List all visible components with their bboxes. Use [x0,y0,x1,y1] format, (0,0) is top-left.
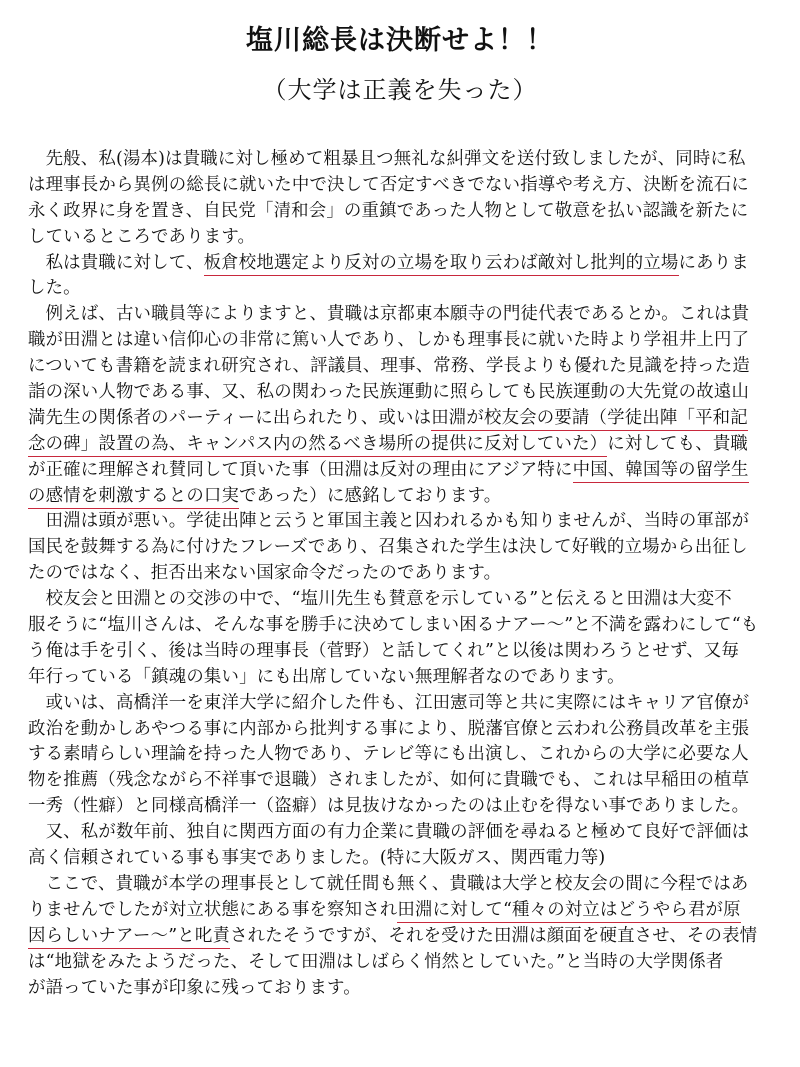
text-segment: が語っていた事が印象に残っております。 [28,977,361,998]
text-line [28,846,788,872]
text-segment: 例えば、古い職員等によりますと、貴職は京都東本願寺の門徒代表であるとか。これは貴 [28,304,750,325]
text-segment: されたそうですが、それを受けた田淵は顔面を硬直させ、その表情 [230,925,758,946]
text-line [28,872,788,898]
text-line [28,561,788,587]
text-segment: した。 [28,278,81,299]
text-segment: 先般、私(湯本)は貴職に対し極めて粗暴且つ無礼な糾弾文を送付致しましたが、同時に私 [28,149,746,169]
text-segment: 年行っている「鎮魂の集い」にも出席していない無理解者なのであります。 [28,666,625,687]
text-segment: 田淵は頭が悪い。学徒出陣と云うと軍国主義と囚われるかも知りませんが、当時の軍部が [28,511,750,532]
text-line [28,432,788,458]
text-line [28,976,788,1002]
underlined-text: 田淵が校友会の要請（学徒出陣「平和記 [431,407,748,428]
text-line [28,768,788,794]
text-line [28,251,788,277]
text-segment: 或いは、高橋洋一を東洋大学に紹介した件も、江田憲司等と共に実際にはキャリア官僚が [28,692,750,713]
text-segment: する素晴らしい理論を持った人物であり、テレビ等にも出演し、これからの大学に必要な人 [28,744,749,765]
underlined-text: の感情を刺激するとの口実 [28,485,240,506]
text-segment: しているところであります。 [28,226,256,247]
document-subtitle: （大学は正義を失った） [262,76,538,104]
text-line [28,794,788,820]
text-line [28,950,788,976]
text-line [28,458,788,484]
text-segment: 国民を鼓舞する為に付けたフレーズであり、召集された学生は決して好戦的立場から出征し [28,537,748,558]
text-line [28,587,788,613]
text-line [28,199,788,225]
text-line [28,717,788,743]
text-segment: であった）に感銘しております。 [239,485,502,506]
text-segment: 満先生の関係者のパーティーに出られたり、或いは [28,407,432,428]
text-segment: ここで、貴職が本学の理事長として就任間も無く、貴職は大学と校友会の間に今程ではあ [28,873,749,894]
underlined-text: 板倉校地選定より反対の立場を取り云わば敵対し批判的立場 [203,252,679,273]
text-segment: 詣の深い人物である事、又、私の関わった民族運動に照らしても民族運動の大先覚の故遠山 [28,382,750,403]
text-line [28,535,788,561]
text-segment: 政治を動かしあやつる事に内部から批判する事により、脱藩官僚と云われ公務員改革を主張 [28,718,750,739]
text-line [28,898,788,924]
text-line [28,613,788,639]
text-segment: たのではなく、拒否出来ない国家命令だったのであります。 [28,563,502,584]
text-segment: 高く信頼されている事も事実でありました。(特に大阪ガス、関西電力等) [28,848,606,869]
text-segment: 校友会と田淵との交渉の中で、“塩川先生も賛意を示している”と伝えると田淵は大変不 [28,589,732,610]
text-line [28,742,788,768]
text-line [28,302,788,328]
text-line [28,354,788,380]
text-segment: 永く政界に身を置き、自民党「清和会」の重鎮であった人物として敬意を払い認識を新たに [28,200,749,221]
text-line [28,484,788,510]
document-body [28,147,788,1001]
text-segment: 職が田淵とは違い信仰心の非常に篤い人であり、しかも理事長に就いた時より学祖井上円了 [28,330,750,351]
text-segment: りませんでしたが対立状態にある事を察知され [28,899,398,920]
text-line [28,276,788,302]
text-segment: う俺は手を引く、後は当時の理事長（菅野）と話してくれ”と以後は関わろうとせず、又毎 [28,640,739,661]
text-segment: 又、私が数年前、独自に関西方面の有力企業に貴職の評価を尋ねると極めて良好で評価は [28,822,750,843]
document-title: 塩川総長は決断せよ！！ [246,25,554,56]
text-segment: に対しても、貴職 [607,433,749,454]
text-line [28,820,788,846]
text-line [28,328,788,354]
text-line [28,509,788,535]
text-segment: が正確に理解され賛同して頂いた事（田淵は反対の理由にアジア特に [28,459,573,480]
underlined-text: 中国、韓国等の留学生 [572,459,749,480]
text-segment: 服そうに“塩川さんは、そんな事を勝手に決めてしまい困るナアー～”と不満を露わにして“も [28,615,759,636]
text-line [28,639,788,665]
text-line [28,406,788,432]
text-segment: は理事長から異例の総長に就いた中で決して否定すべきでない指導や考え方、決断を流石に [28,174,749,195]
text-line [28,173,788,199]
text-segment: 私は貴職に対して、 [28,252,204,273]
underlined-text: 因らしいナアー～”と叱責 [28,925,231,946]
text-line [28,924,788,950]
underlined-text: 念の碑」設置の為、キャンパス内の然るべき場所の提供に反対していた） [28,433,608,454]
underlined-text: 田淵に対して“種々の対立はどうやら君が原 [397,899,741,920]
text-line [28,225,788,251]
text-segment: にありま [678,252,749,273]
text-segment: 一秀（性癖）と同様高橋洋一（盗癖）は見抜けなかったのは止むを得ない事でありました。 [28,796,750,817]
text-segment: は“地獄をみたようだった、そして田淵はしばらく悄然としていた。”と当時の大学関係者 [28,951,724,972]
text-segment: についても書籍を読まれ研究され、評議員、理事、常務、学長よりも優れた見識を持った造 [28,356,750,377]
text-segment: 物を推薦（残念ながら不祥事で退職）されましたが、如何に貴職でも、これは早稲田の植草 [28,770,750,791]
text-line [28,147,788,173]
text-line [28,380,788,406]
text-line [28,665,788,691]
text-line [28,691,788,717]
